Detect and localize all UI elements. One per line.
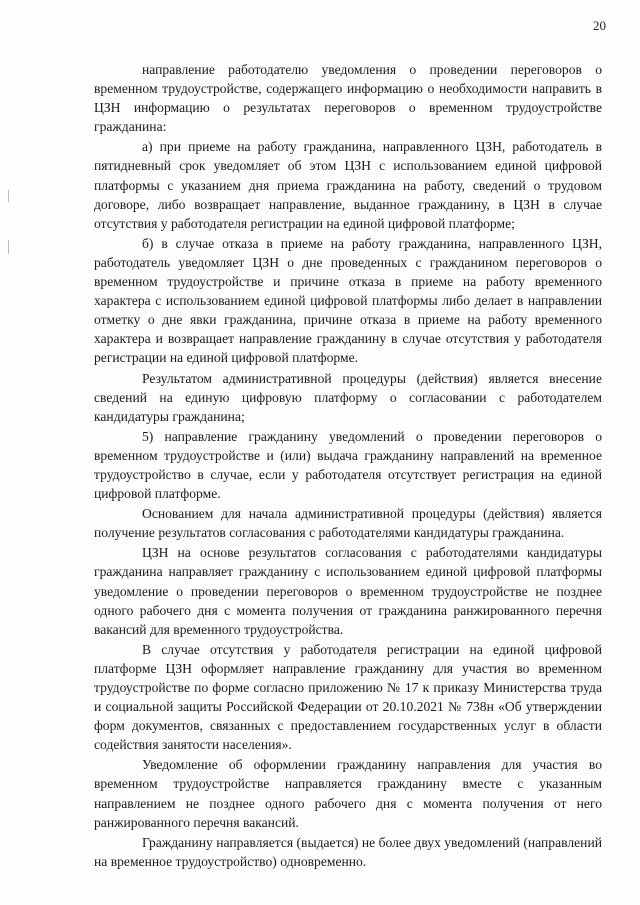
scan-margin-mark — [8, 190, 9, 202]
paragraph-a: а) при приеме на работу гражданина, направленного ЦЗН, работодатель в пятидневный срок уведомляет об этом ЦЗН с использованием единой цифровой платформы с указанием дня приема гражданина на работу, сведений о трудовом договоре, либо возвращает направление, выданное гражданину, в ЦЗН в случае отсутствия у работодателя регистрации на единой цифровой платформе; — [94, 139, 602, 231]
paragraph-czn-notice: ЦЗН на основе результатов согласования с работодателями кандидатуры гражданина направляет гражданину с использованием единой цифровой платформы уведомление о проведении переговоров о временном трудоустройстве не позднее одного рабочего дня с момента получения от гражданина ранжированного перечня вакансий для временного трудоустройства. — [94, 545, 602, 637]
paragraph-result: Результатом административной процедуры (действия) является внесение сведений на единую цифровую платформу о согласовании с работодателем кандидатуры гражданина; — [94, 370, 602, 424]
paragraph-b: б) в случае отказа в приеме на работу гражданина, направленного ЦЗН, работодатель уведомляет ЦЗН о дне проведенных с гражданином переговоров о временном трудоустройстве и причине отказа в приеме на работу временного характера с использованием единой цифровой платформы либо делает в направлении отметку о дне явки гражданина, причине отказа в приеме на работу временного характера и возвращает направление гражданину в случае отсутствия у работодателя регистрации на единой цифровой платформе. — [94, 235, 602, 366]
document-body — [94, 60, 602, 872]
paragraph-basis: Основанием для начала административной процедуры (действия) является получение результатов согласования с работодателями кандидатуры гражданина. — [94, 506, 602, 541]
paragraph-no-registration: В случае отсутствия у работодателя регистрации на единой цифровой платформе ЦЗН оформляет направление гражданину для участия во временном трудоустройстве по форме согласно приложению № 17 к приказу Министерства труда и социальной защиты Российской Федерации от 20.10.2021 № 738н «Об утверждении форм документов, связанных с предоставлением государственных услуг в области содействия занятости населения». — [94, 641, 602, 753]
paragraph-limit: Гражданину направляется (выдается) не более двух уведомлений (направлений на временное трудоустройство) одновременно. — [94, 834, 602, 869]
scan-margin-mark — [8, 240, 9, 254]
paragraph-item-5: 5) направление гражданину уведомлений о проведении переговоров о временном трудоустройстве и (или) выдача гражданину направлений на временное трудоустройство в случае, если у работодателя отсутствует регистрация на единой цифровой платформе. — [94, 428, 602, 502]
page-number: 20 — [593, 18, 606, 33]
paragraph-intro: направление работодателю уведомления о проведении переговоров о временном трудоустройстве, содержащего информацию о необходимости направить в ЦЗН информацию о результатах переговоров о временном трудоустройстве гражданина: — [94, 62, 602, 135]
paragraph-notification: Уведомление об оформлении гражданину направления для участия во временном трудоустройстве направляется гражданину вместе с указанным направлением не позднее одного рабочего дня с момента получения от него ранжированного перечня вакансий. — [94, 757, 602, 830]
